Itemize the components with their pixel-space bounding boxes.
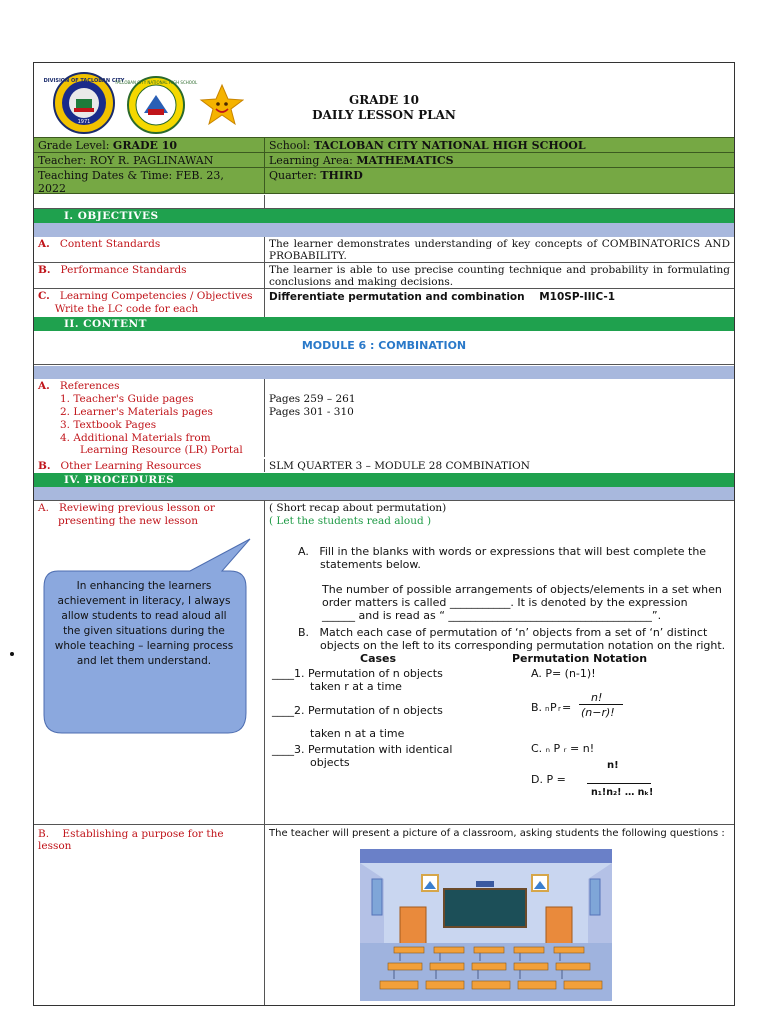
content-standards-label: Content Standards: [59, 238, 161, 250]
objectives-spacer-band: [34, 223, 734, 237]
teaching-dates-cell: [34, 168, 265, 193]
references-label: References: [59, 380, 120, 392]
establishing-purpose-text: The teacher will present a picture of a classroom, asking students the following questions :: [269, 828, 725, 839]
learning-competencies-cell: [265, 289, 734, 317]
speech-bubble-text: In enhancing the learners achievement in literacy, I always allow students to read aloud all the given situations during the whole teaching – learning process and let them understand.: [54, 580, 234, 667]
teachers-guide-row: [34, 392, 734, 405]
learning-competencies-text: Differentiate permutation and combination: [269, 291, 525, 303]
additional-materials-value-cell: [265, 431, 734, 457]
notation-d-fraction-bar: [587, 783, 651, 784]
school-cell: [265, 138, 734, 152]
case-1: [272, 667, 443, 693]
performance-standards-row: [34, 263, 734, 289]
info-row-grade-school: [34, 137, 734, 152]
case-1-line1: ____1. Permutation of n objects: [272, 667, 443, 680]
lesson-plan-page: [33, 62, 735, 1006]
fill-blanks-item: [298, 545, 728, 571]
procedures-band: IV. PROCEDURES: [34, 473, 734, 487]
case-3: [272, 743, 452, 769]
reviewing-lesson-label-1: Reviewing previous lesson or: [58, 502, 215, 514]
learning-competencies-letter: C.: [38, 290, 50, 302]
division-seal-year: 1971: [77, 119, 91, 125]
other-resources-label-cell: [34, 459, 265, 472]
info-row-teacher-area: [34, 152, 734, 167]
learners-materials-label: 2. Learner's Materials pages: [34, 405, 265, 418]
case-2: [272, 704, 443, 740]
content-standards-letter: A.: [38, 238, 50, 250]
module-row: [34, 331, 734, 365]
notation-d-prefix: D. P =: [531, 773, 566, 786]
other-resources-value: SLM QUARTER 3 – MODULE 28 COMBINATION: [269, 460, 530, 472]
notation-b-sub-r: r: [558, 705, 561, 713]
classroom-illustration: [360, 849, 612, 1001]
read-aloud-note: ( Let the students read aloud ): [269, 515, 432, 527]
objectives-band: I. OBJECTIVES: [34, 209, 734, 223]
textbook-label: 3. Textbook Pages: [34, 418, 265, 431]
references-label-cell: [34, 379, 265, 392]
notation-b-sub-n: n: [545, 705, 550, 713]
references-value-cell: [265, 379, 734, 392]
grade-level-value: GRADE 10: [112, 139, 178, 152]
case-3-line1: ____3. Permutation with identical: [272, 743, 453, 756]
fill-blanks-paragraph: [322, 583, 732, 622]
item-b-line1: Match each case of permutation of ‘n’ objects from a set of ‘n’ distinct: [319, 626, 708, 639]
learning-competencies-code: M10SP-IIIC-1: [539, 291, 616, 303]
performance-standards-letter: B.: [38, 264, 51, 276]
case-2-line1: ____2. Permutation of n objects: [272, 704, 443, 717]
lesson-plan-grade-title: GRADE 10: [349, 93, 419, 107]
performance-standards-label-cell: [34, 263, 265, 288]
notation-b-prefix: B.: [531, 701, 543, 714]
learning-competencies-row: [34, 289, 734, 317]
school-seal-text: TACLOBAN CITY NATIONAL HIGH SCHOOL: [114, 80, 198, 85]
empty-cell-right: [265, 195, 734, 208]
para-line2: order matters is called ___________. It is denoted by the expression: [322, 596, 688, 609]
additional-materials-row: [34, 431, 734, 457]
learning-area-label: Learning Area:: [269, 154, 353, 167]
other-resources-label: Other Learning Resources: [60, 460, 202, 472]
notation-d-numerator: n!: [607, 760, 619, 771]
establishing-purpose-letter: B.: [38, 828, 50, 840]
performance-standards-label: Performance Standards: [60, 264, 187, 276]
additional-materials-label-cell: [34, 431, 265, 457]
grade-level-label: Grade Level:: [38, 139, 110, 152]
teachers-guide-label: 1. Teacher's Guide pages: [34, 392, 265, 405]
school-label: School:: [269, 139, 311, 152]
content-standards-row: [34, 237, 734, 263]
para-line3: ______ and is read as “ _____________________________________”.: [322, 609, 662, 622]
references-row: [34, 379, 734, 392]
quarter-label: Quarter:: [269, 169, 317, 182]
learning-competencies-label: Learning Competencies / Objectives: [59, 290, 253, 302]
item-b-letter: B.: [298, 626, 310, 639]
learning-area-cell: [265, 153, 734, 167]
content-standards-text: The learner demonstrates understanding of key concepts of COMBINATORICS AND PROBABILITY.: [269, 238, 730, 262]
teacher-label: Teacher:: [38, 154, 87, 167]
performance-standards-text: The learner is able to use precise counting technique and probability in formulating conclusions and making decisions.: [269, 264, 730, 288]
notation-b-equals: =: [562, 701, 572, 714]
other-resources-letter: B.: [38, 460, 51, 472]
matching-item: [298, 626, 730, 652]
content-band: II. CONTENT: [34, 317, 734, 331]
notation-c: C. ₙ P ᵣ = n!: [531, 742, 595, 755]
module-title: MODULE 6 : COMBINATION: [301, 339, 467, 352]
textbook-row: [34, 418, 734, 431]
notation-b-denominator: (n−r)!: [581, 706, 615, 719]
recap-note: ( Short recap about permutation): [269, 502, 447, 514]
para-line1: The number of possible arrangements of objects/elements in a set when: [322, 583, 722, 596]
establishing-purpose-row: [34, 825, 734, 1005]
grade-level-cell: [34, 138, 265, 152]
item-a-line1: Fill in the blanks with words or expressions that will best complete the: [319, 545, 707, 558]
school-value: TACLOBAN CITY NATIONAL HIGH SCHOOL: [313, 139, 586, 152]
empty-row: [34, 195, 734, 209]
case-3-line2: objects: [310, 756, 350, 769]
case-1-line2: taken r at a time: [310, 680, 402, 693]
learners-materials-value: Pages 301 - 310: [269, 406, 354, 418]
establishing-purpose-label: Establishing a purpose for the lesson: [38, 828, 224, 852]
other-resources-row: [34, 459, 734, 472]
additional-materials-label-2: Learning Resource (LR) Portal: [80, 444, 243, 456]
notation-b: [531, 691, 671, 721]
reviewing-lesson-label-2: presenting the new lesson: [58, 515, 199, 527]
notation-b-numerator: n!: [591, 691, 603, 704]
resources-spacer-band: [34, 366, 734, 379]
teaching-dates-value: FEB. 23,: [175, 169, 224, 182]
teacher-value: ROY R. PAGLINAWAN: [89, 154, 214, 167]
teaching-dates-year: 2022: [38, 182, 66, 195]
notation-header: Permutation Notation: [512, 652, 648, 665]
info-row-dates-quarter: [34, 167, 734, 194]
reviewing-lesson-letter: A.: [38, 502, 49, 514]
quarter-value: THIRD: [320, 169, 363, 182]
division-seal-text: DIVISION OF TACLOBAN CITY: [44, 78, 125, 84]
quarter-cell: [265, 168, 734, 193]
notation-d-denominator: n₁!n₂! … nₖ!: [591, 787, 654, 798]
notation-d: [531, 759, 701, 799]
item-a-line2: statements below.: [320, 558, 421, 571]
case-2-line2: taken n at a time: [310, 727, 405, 740]
procedures-spacer-band: [34, 487, 734, 501]
reviewing-lesson-row: [34, 501, 734, 825]
textbook-value-cell: [265, 418, 734, 431]
content-standards-label-cell: [34, 237, 265, 262]
cases-header: Cases: [360, 652, 397, 665]
item-b-line2: objects on the left to its corresponding permutation notation on the right.: [320, 639, 726, 652]
empty-cell-left: [34, 195, 265, 208]
margin-bullet: [10, 652, 14, 656]
learning-competencies-label-cell: [34, 289, 265, 317]
teacher-cell: [34, 153, 265, 167]
teachers-guide-value: Pages 259 – 261: [269, 393, 356, 405]
notation-b-p: P: [550, 701, 557, 714]
learning-competencies-label2: Write the LC code for each: [54, 303, 199, 315]
teaching-dates-label: Teaching Dates & Time:: [38, 169, 173, 182]
additional-materials-label-1: 4. Additional Materials from: [60, 432, 211, 444]
references-letter: A.: [38, 380, 50, 392]
learning-area-value: MATHEMATICS: [356, 154, 454, 167]
notation-b-fraction-bar: [579, 704, 623, 705]
learners-materials-row: [34, 405, 734, 418]
lesson-plan-title: DAILY LESSON PLAN: [312, 108, 456, 122]
notation-a: A. P= (n-1)!: [531, 667, 596, 680]
item-a-letter: A.: [298, 545, 309, 558]
establishing-purpose-label-cell: [34, 825, 265, 1005]
